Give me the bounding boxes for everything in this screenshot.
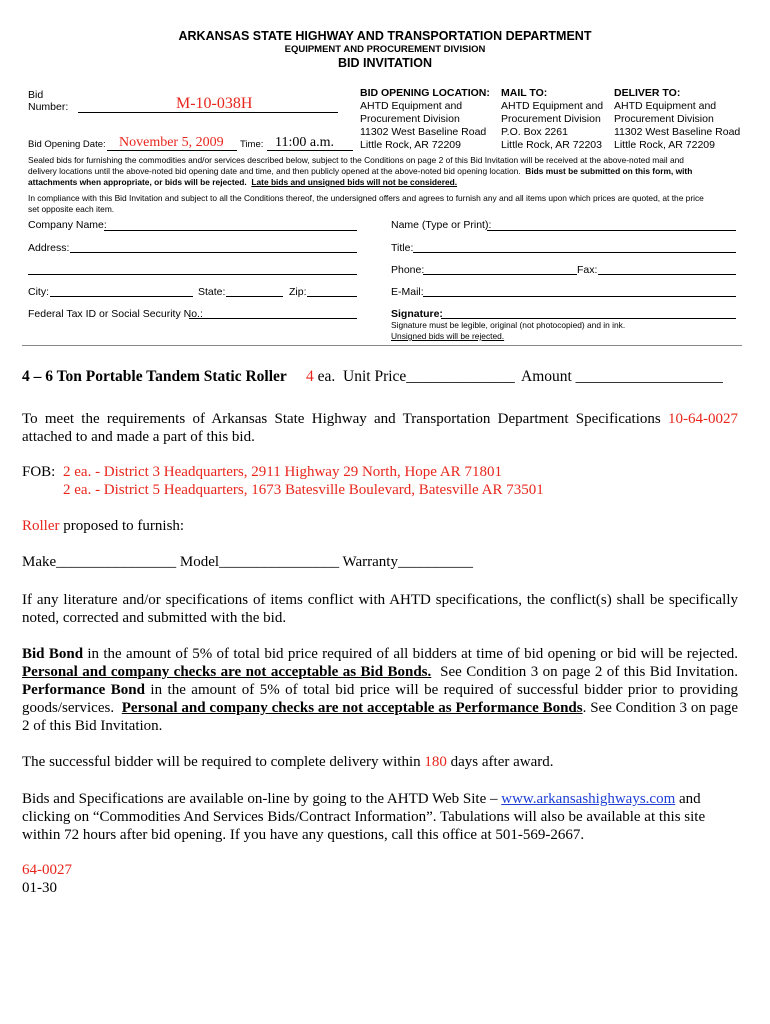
signature-label: Signature: bbox=[391, 308, 443, 320]
city-field[interactable] bbox=[50, 296, 193, 297]
item-qty-unit: ea. bbox=[317, 368, 336, 385]
notice-line: Sealed bids for furnishing the commodities and/or services described below, subject to the Conditions on page 2 of this Bid Invitation will be received at the above-noted mail and bbox=[28, 155, 684, 165]
bid-opening-date-value: November 5, 2009 bbox=[119, 135, 224, 150]
delivery-paragraph bbox=[22, 754, 554, 771]
deliver-line: Procurement Division bbox=[614, 113, 714, 125]
item-name: 4 – 6 Ton Portable Tandem Static Roller bbox=[22, 368, 287, 385]
notice-bold: attachments when appropriate, or bids will be rejected. bbox=[28, 177, 247, 187]
company-name-label: Company Name: bbox=[28, 219, 107, 231]
mail-line: Procurement Division bbox=[501, 113, 601, 125]
ahtd-website-link[interactable]: www.arkansashighways.com bbox=[501, 791, 676, 807]
deliver-line: 11302 West Baseline Road bbox=[614, 126, 741, 138]
notice-bold: Bids must be submitted on this form, with bbox=[525, 166, 693, 176]
delivery-text-2: days after award. bbox=[450, 754, 554, 770]
mail-line: Little Rock, AR 72203 bbox=[501, 139, 602, 151]
amount-field[interactable]: Amount ___________________ bbox=[521, 368, 723, 385]
email-label: E-Mail: bbox=[391, 286, 424, 298]
notice-text: delivery locations until the above-noted bid opening date and time, and then publicly opened at the above-noted bid opening location. bbox=[28, 166, 521, 176]
performance-bond-text: in the amount of 5% of total bid price will be required of successful bidder prior to providing goods/services. bbox=[22, 682, 738, 716]
bid-opening-location bbox=[360, 87, 490, 152]
email-field[interactable] bbox=[423, 296, 736, 297]
deliver-to-location bbox=[614, 87, 740, 152]
notice-line bbox=[28, 177, 692, 188]
conflict-paragraph: If any literature and/or specifications of items conflict with AHTD specifications, the conflict(s) shall be specifically noted, corrected and submitted with the bid. bbox=[22, 592, 738, 626]
delivery-days: 180 bbox=[424, 754, 447, 770]
opening-heading: BID OPENING LOCATION: bbox=[360, 87, 490, 99]
fax-label: Fax: bbox=[577, 264, 598, 276]
deliver-line: AHTD Equipment and bbox=[614, 100, 717, 112]
sealed-bids-notice bbox=[28, 155, 692, 188]
dept-name: ARKANSAS STATE HIGHWAY AND TRANSPORTATION DEPARTMENT bbox=[178, 29, 592, 43]
unit-price-field[interactable]: Unit Price______________ bbox=[343, 368, 515, 385]
spec-paragraph bbox=[22, 410, 738, 446]
bid-bond-label: Bid Bond bbox=[22, 646, 84, 662]
state-label: State: bbox=[198, 286, 226, 298]
bid-opening-date-label: Bid Opening Date: bbox=[28, 139, 106, 150]
bid-bond-checks-warning: Personal and company checks are not acceptable as Bid Bonds. bbox=[22, 664, 432, 680]
page-title: BID INVITATION bbox=[338, 56, 432, 70]
online-paragraph bbox=[22, 790, 738, 844]
opening-line: Procurement Division bbox=[360, 113, 460, 125]
compliance-notice bbox=[28, 193, 704, 215]
fed-tax-label: Federal Tax ID or Social Security No.: bbox=[28, 308, 203, 320]
compliance-line: In compliance with this Bid Invitation and subject to all the Conditions thereof, the undersigned offers and agrees to furnish any and all items upon which prices are quoted, at the price bbox=[28, 193, 704, 203]
section-divider bbox=[22, 345, 742, 346]
phone-label: Phone: bbox=[391, 264, 425, 276]
roller-proposed bbox=[22, 518, 184, 535]
roller-rest: proposed to furnish: bbox=[63, 518, 185, 534]
opening-line: Little Rock, AR 72209 bbox=[360, 139, 461, 151]
deliver-line: Little Rock, AR 72209 bbox=[614, 139, 715, 151]
bid-bond-condition: See Condition 3 on page 2 of this Bid Invitation. bbox=[440, 664, 738, 680]
roller-word: Roller bbox=[22, 518, 60, 534]
address-field-2[interactable] bbox=[28, 274, 357, 275]
fob-line-1: 2 ea. - District 3 Headquarters, 2911 Highway 29 North, Hope AR 71801 bbox=[63, 464, 502, 480]
footer-code: 64-0027 bbox=[22, 862, 72, 878]
deliver-heading: DELIVER TO: bbox=[614, 87, 681, 99]
title-field[interactable] bbox=[413, 252, 736, 253]
bid-number-label: Number: bbox=[28, 101, 69, 113]
time-value: 11:00 a.m. bbox=[275, 135, 334, 150]
online-text: Bids and Specifications are available on-line by going to the AHTD Web Site – bbox=[22, 791, 498, 807]
spec-text-2: attached to and made a part of this bid. bbox=[22, 429, 255, 445]
footer-revision: 01-30 bbox=[22, 880, 57, 896]
company-name-field[interactable] bbox=[104, 230, 357, 231]
city-label: City: bbox=[28, 286, 49, 298]
mail-line: P.O. Box 2261 bbox=[501, 126, 568, 138]
delivery-text: The successful bidder will be required to complete delivery within bbox=[22, 754, 421, 770]
fob-label: FOB: bbox=[22, 464, 56, 480]
compliance-line: set opposite each item. bbox=[28, 204, 115, 214]
performance-bond-condition: . See Condition 3 on page 2 of this Bid Invitation. bbox=[22, 700, 739, 734]
unsigned-note: Unsigned bids will be rejected. bbox=[391, 331, 505, 341]
zip-field[interactable] bbox=[307, 296, 357, 297]
bid-bond-text: in the amount of 5% of total bid price required of all bidders at time of bid opening or bid will be rejected. bbox=[87, 646, 739, 662]
bid-number-value: M-10-038H bbox=[176, 95, 253, 112]
fob-line-2: 2 ea. - District 5 Headquarters, 1673 Batesville Boulevard, Batesville AR 73501 bbox=[63, 482, 544, 498]
fax-field[interactable] bbox=[598, 274, 736, 275]
bond-paragraph bbox=[22, 645, 738, 735]
fed-tax-field[interactable] bbox=[189, 318, 357, 319]
mail-line: AHTD Equipment and bbox=[501, 100, 604, 112]
phone-field[interactable] bbox=[423, 274, 577, 275]
address-field[interactable] bbox=[70, 252, 357, 253]
item-quantity-row bbox=[306, 368, 515, 386]
bid-label: Bid bbox=[28, 89, 44, 101]
item-qty: 4 bbox=[306, 368, 314, 385]
opening-line: AHTD Equipment and bbox=[360, 100, 463, 112]
name-print-label: Name (Type or Print): bbox=[391, 219, 492, 231]
title-label: Title: bbox=[391, 242, 414, 254]
state-field[interactable] bbox=[226, 296, 283, 297]
make-model-warranty-fields[interactable]: Make________________ Model________________ Warranty__________ bbox=[22, 554, 473, 570]
zip-label: Zip: bbox=[289, 286, 307, 298]
mail-to-location bbox=[501, 87, 603, 152]
time-label: Time: bbox=[240, 139, 264, 150]
performance-bond-checks-warning: Personal and company checks are not acceptable as Performance Bonds bbox=[121, 700, 583, 716]
spec-number: 10-64-0027 bbox=[668, 411, 738, 427]
signature-field[interactable] bbox=[441, 318, 736, 319]
performance-bond-label: Performance Bond bbox=[22, 682, 145, 698]
notice-underline: Late bids and unsigned bids will not be considered. bbox=[251, 177, 458, 187]
spec-text: To meet the requirements of Arkansas State Highway and Transportation Department Specifications bbox=[22, 411, 661, 427]
address-label: Address: bbox=[28, 242, 70, 254]
notice-line bbox=[28, 166, 692, 177]
mail-heading: MAIL TO: bbox=[501, 87, 548, 99]
division-name: EQUIPMENT AND PROCUREMENT DIVISION bbox=[284, 44, 486, 55]
signature-note: Signature must be legible, original (not photocopied) and in ink. bbox=[391, 320, 626, 330]
opening-line: 11302 West Baseline Road bbox=[360, 126, 487, 138]
name-print-field[interactable] bbox=[487, 230, 736, 231]
online-text-2: and clicking on “Commodities And Services Bids/Contract Information”. Tabulations will also be available at this site within 72 hours after bid opening. If you have any questions, call this office at 501-569-2667. bbox=[22, 791, 706, 843]
